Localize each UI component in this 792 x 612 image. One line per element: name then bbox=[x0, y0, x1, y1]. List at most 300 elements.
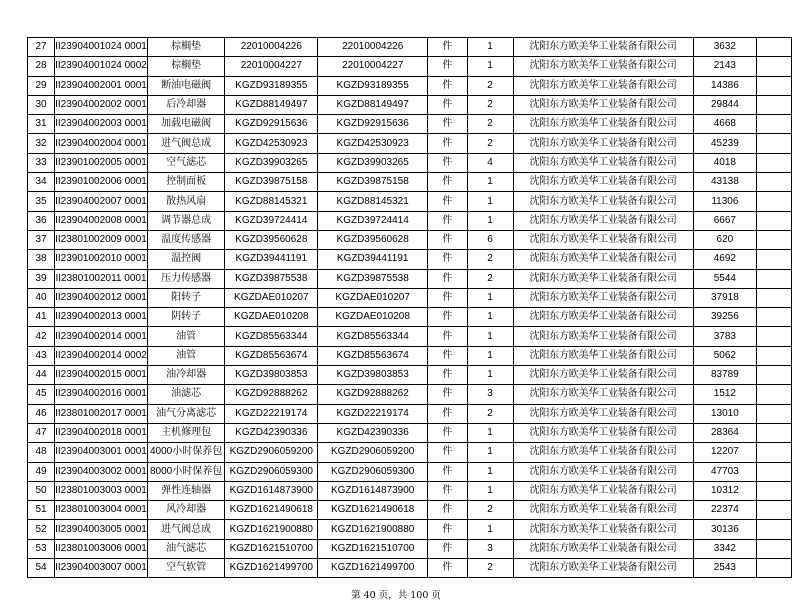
item-quantity: 4 bbox=[467, 153, 513, 172]
item-spec: KGZD1621490618 bbox=[318, 501, 428, 520]
item-supplier: 沈阳东方欧美华工业装备有限公司 bbox=[513, 134, 693, 153]
item-name: 弹性连轴器 bbox=[147, 481, 224, 500]
item-quantity: 3 bbox=[467, 385, 513, 404]
item-supplier: 沈阳东方欧美华工业装备有限公司 bbox=[513, 211, 693, 230]
remarks-cell bbox=[757, 76, 792, 95]
row-index: 30 bbox=[28, 95, 55, 114]
row-index: 42 bbox=[28, 327, 55, 346]
item-spec: KGZD2906059200 bbox=[318, 443, 428, 462]
item-quantity: 1 bbox=[467, 366, 513, 385]
item-price: 5544 bbox=[693, 269, 757, 288]
table-row bbox=[28, 173, 792, 192]
table-row bbox=[28, 308, 792, 327]
remarks-cell bbox=[757, 481, 792, 500]
item-supplier: 沈阳东方欧美华工业装备有限公司 bbox=[513, 404, 693, 423]
item-quantity: 1 bbox=[467, 520, 513, 539]
item-price: 620 bbox=[693, 230, 757, 249]
remarks-cell bbox=[757, 153, 792, 172]
item-code: II23904002002 0001 bbox=[55, 95, 148, 114]
item-unit: 件 bbox=[428, 366, 467, 385]
item-supplier: 沈阳东方欧美华工业装备有限公司 bbox=[513, 76, 693, 95]
item-model: KGZD85563344 bbox=[225, 327, 318, 346]
item-spec: KGZD39903265 bbox=[318, 153, 428, 172]
remarks-cell bbox=[757, 501, 792, 520]
item-code: II23904002008 0001 bbox=[55, 211, 148, 230]
table-row bbox=[28, 288, 792, 307]
item-code: II23904003007 0001 bbox=[55, 559, 148, 578]
item-supplier: 沈阳东方欧美华工业装备有限公司 bbox=[513, 95, 693, 114]
item-quantity: 2 bbox=[467, 501, 513, 520]
item-quantity: 1 bbox=[467, 308, 513, 327]
item-quantity: 3 bbox=[467, 539, 513, 558]
item-name: 主机修理包 bbox=[147, 423, 224, 442]
remarks-cell bbox=[757, 288, 792, 307]
row-index: 37 bbox=[28, 230, 55, 249]
item-unit: 件 bbox=[428, 308, 467, 327]
item-spec: KGZD39441191 bbox=[318, 250, 428, 269]
table-row bbox=[28, 153, 792, 172]
item-code: II23904002016 0001 bbox=[55, 385, 148, 404]
item-price: 10312 bbox=[693, 481, 757, 500]
item-name: 阴转子 bbox=[147, 308, 224, 327]
item-name: 温度传感器 bbox=[147, 230, 224, 249]
item-quantity: 1 bbox=[467, 481, 513, 500]
item-spec: KGZDAE010207 bbox=[318, 288, 428, 307]
item-quantity: 1 bbox=[467, 462, 513, 481]
item-supplier: 沈阳东方欧美华工业装备有限公司 bbox=[513, 327, 693, 346]
table-row bbox=[28, 481, 792, 500]
item-quantity: 1 bbox=[467, 423, 513, 442]
item-model: KGZD39803853 bbox=[225, 366, 318, 385]
item-price: 83789 bbox=[693, 366, 757, 385]
item-supplier: 沈阳东方欧美华工业装备有限公司 bbox=[513, 520, 693, 539]
item-code: II23904003001 0001 bbox=[55, 443, 148, 462]
item-spec: KGZD88149497 bbox=[318, 95, 428, 114]
item-model: KGZD1614873900 bbox=[225, 481, 318, 500]
item-model: 22010004226 bbox=[225, 38, 318, 57]
item-code: II23904002014 0002 bbox=[55, 346, 148, 365]
item-quantity: 1 bbox=[467, 443, 513, 462]
item-spec: KGZD1614873900 bbox=[318, 481, 428, 500]
item-name: 阳转子 bbox=[147, 288, 224, 307]
table-row bbox=[28, 501, 792, 520]
item-spec: KGZD1621510700 bbox=[318, 539, 428, 558]
table-row bbox=[28, 385, 792, 404]
remarks-cell bbox=[757, 520, 792, 539]
remarks-cell bbox=[757, 539, 792, 558]
item-price: 14386 bbox=[693, 76, 757, 95]
item-code: II23904002004 0001 bbox=[55, 134, 148, 153]
item-unit: 件 bbox=[428, 346, 467, 365]
item-price: 3342 bbox=[693, 539, 757, 558]
item-code: II23904002018 0001 bbox=[55, 423, 148, 442]
remarks-cell bbox=[757, 462, 792, 481]
item-spec: KGZD39803853 bbox=[318, 366, 428, 385]
row-index: 38 bbox=[28, 250, 55, 269]
item-model: KGZD2906059200 bbox=[225, 443, 318, 462]
item-unit: 件 bbox=[428, 481, 467, 500]
item-price: 5062 bbox=[693, 346, 757, 365]
item-name: 后冷却器 bbox=[147, 95, 224, 114]
row-index: 39 bbox=[28, 269, 55, 288]
table-row bbox=[28, 230, 792, 249]
item-name: 8000小时保养包 bbox=[147, 462, 224, 481]
table-row bbox=[28, 76, 792, 95]
table-row bbox=[28, 443, 792, 462]
table-row bbox=[28, 115, 792, 134]
table-row bbox=[28, 462, 792, 481]
row-index: 31 bbox=[28, 115, 55, 134]
item-code: II23801002017 0001 bbox=[55, 404, 148, 423]
item-model: KGZD1621499700 bbox=[225, 559, 318, 578]
item-quantity: 1 bbox=[467, 57, 513, 76]
item-unit: 件 bbox=[428, 520, 467, 539]
item-code: II23904002007 0001 bbox=[55, 192, 148, 211]
item-model: KGZD1621490618 bbox=[225, 501, 318, 520]
remarks-cell bbox=[757, 250, 792, 269]
item-spec: KGZD39875538 bbox=[318, 269, 428, 288]
remarks-cell bbox=[757, 211, 792, 230]
item-code: II23801003003 0001 bbox=[55, 481, 148, 500]
item-spec: KGZD22219174 bbox=[318, 404, 428, 423]
item-supplier: 沈阳东方欧美华工业装备有限公司 bbox=[513, 385, 693, 404]
item-model: KGZD39903265 bbox=[225, 153, 318, 172]
item-name: 压力传感器 bbox=[147, 269, 224, 288]
item-price: 12207 bbox=[693, 443, 757, 462]
item-name: 油气滤芯 bbox=[147, 539, 224, 558]
item-supplier: 沈阳东方欧美华工业装备有限公司 bbox=[513, 366, 693, 385]
item-name: 断油电磁阀 bbox=[147, 76, 224, 95]
item-model: KGZD93189355 bbox=[225, 76, 318, 95]
item-price: 13010 bbox=[693, 404, 757, 423]
item-model: KGZD39560628 bbox=[225, 230, 318, 249]
row-index: 36 bbox=[28, 211, 55, 230]
item-quantity: 2 bbox=[467, 250, 513, 269]
item-code: II23904002003 0001 bbox=[55, 115, 148, 134]
item-name: 油管 bbox=[147, 346, 224, 365]
item-spec: KGZD39875158 bbox=[318, 173, 428, 192]
item-model: KGZD2906059300 bbox=[225, 462, 318, 481]
item-code: II23901002005 0001 bbox=[55, 153, 148, 172]
item-name: 棕榈垫 bbox=[147, 57, 224, 76]
row-index: 46 bbox=[28, 404, 55, 423]
remarks-cell bbox=[757, 346, 792, 365]
row-index: 48 bbox=[28, 443, 55, 462]
table-row bbox=[28, 520, 792, 539]
item-spec: KGZD93189355 bbox=[318, 76, 428, 95]
item-unit: 件 bbox=[428, 173, 467, 192]
item-code: II23801003006 0001 bbox=[55, 539, 148, 558]
item-model: KGZDAE010208 bbox=[225, 308, 318, 327]
item-name: 空气滤芯 bbox=[147, 153, 224, 172]
row-index: 51 bbox=[28, 501, 55, 520]
item-price: 4018 bbox=[693, 153, 757, 172]
row-index: 32 bbox=[28, 134, 55, 153]
item-quantity: 6 bbox=[467, 230, 513, 249]
item-code: II23904002013 0001 bbox=[55, 308, 148, 327]
item-quantity: 1 bbox=[467, 38, 513, 57]
item-spec: KGZD85563344 bbox=[318, 327, 428, 346]
remarks-cell bbox=[757, 134, 792, 153]
item-price: 2543 bbox=[693, 559, 757, 578]
item-unit: 件 bbox=[428, 250, 467, 269]
table-row bbox=[28, 404, 792, 423]
item-quantity: 2 bbox=[467, 95, 513, 114]
item-price: 45239 bbox=[693, 134, 757, 153]
row-index: 50 bbox=[28, 481, 55, 500]
item-unit: 件 bbox=[428, 559, 467, 578]
item-name: 进气阀总成 bbox=[147, 520, 224, 539]
item-name: 风冷却器 bbox=[147, 501, 224, 520]
item-model: KGZDAE010207 bbox=[225, 288, 318, 307]
remarks-cell bbox=[757, 404, 792, 423]
item-name: 调节器总成 bbox=[147, 211, 224, 230]
item-unit: 件 bbox=[428, 57, 467, 76]
item-spec: KGZD39560628 bbox=[318, 230, 428, 249]
item-price: 43138 bbox=[693, 173, 757, 192]
remarks-cell bbox=[757, 115, 792, 134]
item-quantity: 2 bbox=[467, 404, 513, 423]
item-name: 空气软管 bbox=[147, 559, 224, 578]
table-row bbox=[28, 211, 792, 230]
item-model: KGZD42530923 bbox=[225, 134, 318, 153]
item-model: KGZD39441191 bbox=[225, 250, 318, 269]
item-code: II23904003005 0001 bbox=[55, 520, 148, 539]
item-unit: 件 bbox=[428, 76, 467, 95]
item-code: II23904001024 0001 bbox=[55, 38, 148, 57]
item-unit: 件 bbox=[428, 269, 467, 288]
item-supplier: 沈阳东方欧美华工业装备有限公司 bbox=[513, 38, 693, 57]
row-index: 27 bbox=[28, 38, 55, 57]
item-code: II23901002010 0001 bbox=[55, 250, 148, 269]
item-model: KGZD42390336 bbox=[225, 423, 318, 442]
item-quantity: 2 bbox=[467, 559, 513, 578]
item-model: KGZD88145321 bbox=[225, 192, 318, 211]
item-spec: KGZDAE010208 bbox=[318, 308, 428, 327]
item-code: II23904002001 0001 bbox=[55, 76, 148, 95]
row-index: 33 bbox=[28, 153, 55, 172]
item-unit: 件 bbox=[428, 230, 467, 249]
item-price: 22374 bbox=[693, 501, 757, 520]
item-spec: KGZD2906059300 bbox=[318, 462, 428, 481]
item-code: II23904001024 0002 bbox=[55, 57, 148, 76]
item-unit: 件 bbox=[428, 539, 467, 558]
item-quantity: 1 bbox=[467, 288, 513, 307]
remarks-cell bbox=[757, 385, 792, 404]
item-unit: 件 bbox=[428, 192, 467, 211]
item-supplier: 沈阳东方欧美华工业装备有限公司 bbox=[513, 443, 693, 462]
table-row bbox=[28, 38, 792, 57]
row-index: 53 bbox=[28, 539, 55, 558]
item-spec: KGZD1621499700 bbox=[318, 559, 428, 578]
item-quantity: 1 bbox=[467, 211, 513, 230]
table-row bbox=[28, 346, 792, 365]
table-row bbox=[28, 134, 792, 153]
row-index: 35 bbox=[28, 192, 55, 211]
item-supplier: 沈阳东方欧美华工业装备有限公司 bbox=[513, 346, 693, 365]
table-row bbox=[28, 327, 792, 346]
item-unit: 件 bbox=[428, 211, 467, 230]
table-row bbox=[28, 366, 792, 385]
remarks-cell bbox=[757, 173, 792, 192]
item-unit: 件 bbox=[428, 115, 467, 134]
item-supplier: 沈阳东方欧美华工业装备有限公司 bbox=[513, 462, 693, 481]
item-spec: KGZD39724414 bbox=[318, 211, 428, 230]
item-quantity: 1 bbox=[467, 327, 513, 346]
table-row bbox=[28, 250, 792, 269]
item-name: 进气阀总成 bbox=[147, 134, 224, 153]
remarks-cell bbox=[757, 559, 792, 578]
remarks-cell bbox=[757, 423, 792, 442]
item-price: 2143 bbox=[693, 57, 757, 76]
remarks-cell bbox=[757, 230, 792, 249]
item-price: 30136 bbox=[693, 520, 757, 539]
table-row bbox=[28, 95, 792, 114]
item-quantity: 1 bbox=[467, 192, 513, 211]
item-name: 油气分离滤芯 bbox=[147, 404, 224, 423]
item-spec: KGZD42530923 bbox=[318, 134, 428, 153]
remarks-cell bbox=[757, 443, 792, 462]
item-model: KGZD22219174 bbox=[225, 404, 318, 423]
item-quantity: 1 bbox=[467, 173, 513, 192]
item-price: 29844 bbox=[693, 95, 757, 114]
item-spec: KGZD1621900880 bbox=[318, 520, 428, 539]
remarks-cell bbox=[757, 327, 792, 346]
item-unit: 件 bbox=[428, 327, 467, 346]
table-row bbox=[28, 269, 792, 288]
item-model: KGZD88149497 bbox=[225, 95, 318, 114]
item-name: 油冷却器 bbox=[147, 366, 224, 385]
item-unit: 件 bbox=[428, 134, 467, 153]
item-price: 1512 bbox=[693, 385, 757, 404]
item-code: II23904002014 0001 bbox=[55, 327, 148, 346]
item-price: 37918 bbox=[693, 288, 757, 307]
item-name: 棕榈垫 bbox=[147, 38, 224, 57]
item-unit: 件 bbox=[428, 38, 467, 57]
item-name: 4000小时保养包 bbox=[147, 443, 224, 462]
item-price: 3783 bbox=[693, 327, 757, 346]
row-index: 28 bbox=[28, 57, 55, 76]
item-name: 油管 bbox=[147, 327, 224, 346]
item-model: KGZD39875538 bbox=[225, 269, 318, 288]
item-unit: 件 bbox=[428, 288, 467, 307]
item-supplier: 沈阳东方欧美华工业装备有限公司 bbox=[513, 230, 693, 249]
item-code: II23901002006 0001 bbox=[55, 173, 148, 192]
item-model: KGZD92888262 bbox=[225, 385, 318, 404]
item-unit: 件 bbox=[428, 423, 467, 442]
row-index: 29 bbox=[28, 76, 55, 95]
item-spec: KGZD42390336 bbox=[318, 423, 428, 442]
item-price: 39256 bbox=[693, 308, 757, 327]
item-supplier: 沈阳东方欧美华工业装备有限公司 bbox=[513, 269, 693, 288]
item-spec: KGZD92915636 bbox=[318, 115, 428, 134]
page-footer: 第 40 页，共 100 页 bbox=[351, 590, 441, 601]
item-price: 6667 bbox=[693, 211, 757, 230]
table-row bbox=[28, 57, 792, 76]
item-spec: KGZD92888262 bbox=[318, 385, 428, 404]
row-index: 44 bbox=[28, 366, 55, 385]
row-index: 47 bbox=[28, 423, 55, 442]
remarks-cell bbox=[757, 269, 792, 288]
item-price: 4692 bbox=[693, 250, 757, 269]
parts-table bbox=[27, 37, 792, 578]
item-quantity: 2 bbox=[467, 76, 513, 95]
row-index: 41 bbox=[28, 308, 55, 327]
item-supplier: 沈阳东方欧美华工业装备有限公司 bbox=[513, 559, 693, 578]
item-unit: 件 bbox=[428, 385, 467, 404]
item-price: 11306 bbox=[693, 192, 757, 211]
item-supplier: 沈阳东方欧美华工业装备有限公司 bbox=[513, 308, 693, 327]
item-name: 油滤芯 bbox=[147, 385, 224, 404]
table-row bbox=[28, 423, 792, 442]
item-supplier: 沈阳东方欧美华工业装备有限公司 bbox=[513, 192, 693, 211]
item-unit: 件 bbox=[428, 95, 467, 114]
item-unit: 件 bbox=[428, 462, 467, 481]
item-name: 散热风扇 bbox=[147, 192, 224, 211]
item-unit: 件 bbox=[428, 153, 467, 172]
item-supplier: 沈阳东方欧美华工业装备有限公司 bbox=[513, 115, 693, 134]
row-index: 54 bbox=[28, 559, 55, 578]
item-code: II23904003002 0001 bbox=[55, 462, 148, 481]
row-index: 34 bbox=[28, 173, 55, 192]
item-code: II23904002012 0001 bbox=[55, 288, 148, 307]
remarks-cell bbox=[757, 38, 792, 57]
item-model: KGZD39875158 bbox=[225, 173, 318, 192]
item-name: 控制面板 bbox=[147, 173, 224, 192]
item-model: KGZD1621510700 bbox=[225, 539, 318, 558]
item-model: KGZD85563674 bbox=[225, 346, 318, 365]
item-model: KGZD39724414 bbox=[225, 211, 318, 230]
table-row bbox=[28, 559, 792, 578]
item-quantity: 2 bbox=[467, 269, 513, 288]
item-code: II23801002011 0001 bbox=[55, 269, 148, 288]
item-model: KGZD1621900880 bbox=[225, 520, 318, 539]
item-code: II23801003004 0001 bbox=[55, 501, 148, 520]
item-supplier: 沈阳东方欧美华工业装备有限公司 bbox=[513, 250, 693, 269]
item-spec: 22010004226 bbox=[318, 38, 428, 57]
item-name: 加载电磁阀 bbox=[147, 115, 224, 134]
item-quantity: 1 bbox=[467, 346, 513, 365]
item-price: 3632 bbox=[693, 38, 757, 57]
table-row bbox=[28, 539, 792, 558]
item-supplier: 沈阳东方欧美华工业装备有限公司 bbox=[513, 57, 693, 76]
item-name: 温控阀 bbox=[147, 250, 224, 269]
table-row bbox=[28, 192, 792, 211]
row-index: 45 bbox=[28, 385, 55, 404]
item-quantity: 2 bbox=[467, 134, 513, 153]
remarks-cell bbox=[757, 308, 792, 327]
item-price: 28364 bbox=[693, 423, 757, 442]
item-quantity: 2 bbox=[467, 115, 513, 134]
remarks-cell bbox=[757, 192, 792, 211]
row-index: 49 bbox=[28, 462, 55, 481]
item-spec: KGZD85563674 bbox=[318, 346, 428, 365]
row-index: 43 bbox=[28, 346, 55, 365]
row-index: 40 bbox=[28, 288, 55, 307]
remarks-cell bbox=[757, 57, 792, 76]
item-price: 4668 bbox=[693, 115, 757, 134]
item-code: II23801002009 0001 bbox=[55, 230, 148, 249]
item-unit: 件 bbox=[428, 501, 467, 520]
item-unit: 件 bbox=[428, 404, 467, 423]
item-spec: 22010004227 bbox=[318, 57, 428, 76]
item-model: 22010004227 bbox=[225, 57, 318, 76]
item-supplier: 沈阳东方欧美华工业装备有限公司 bbox=[513, 501, 693, 520]
remarks-cell bbox=[757, 95, 792, 114]
item-unit: 件 bbox=[428, 443, 467, 462]
item-supplier: 沈阳东方欧美华工业装备有限公司 bbox=[513, 423, 693, 442]
item-price: 47703 bbox=[693, 462, 757, 481]
